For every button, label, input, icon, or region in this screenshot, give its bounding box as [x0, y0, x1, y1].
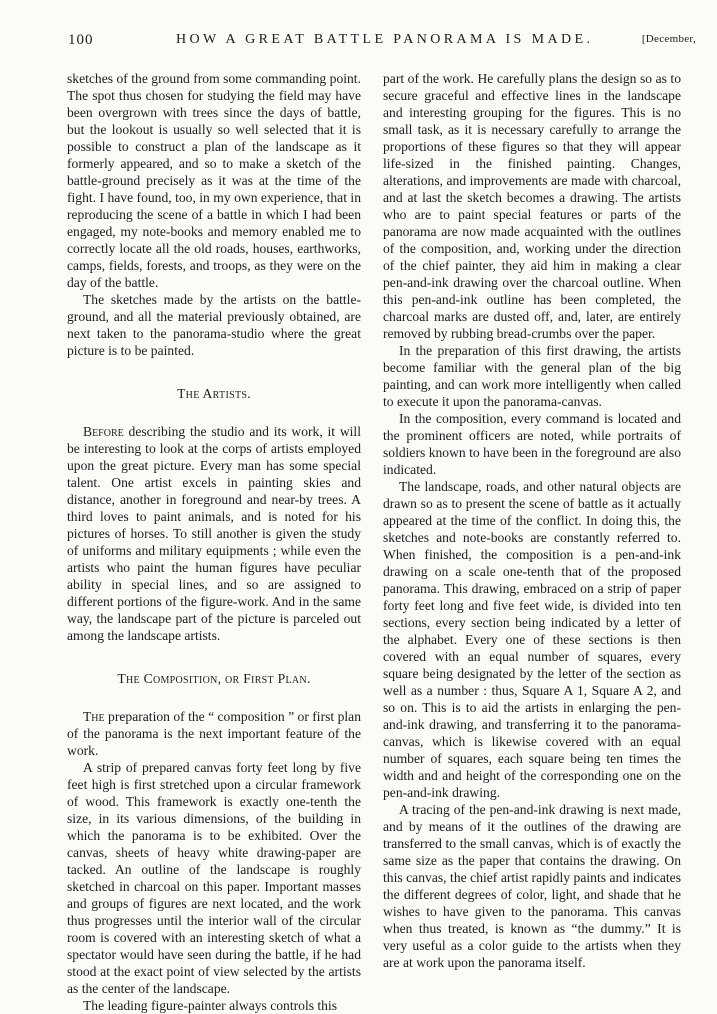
lead-word: Before [83, 424, 124, 439]
running-title: HOW A GREAT BATTLE PANORAMA IS MADE. [176, 32, 594, 47]
paragraph: The landscape, roads, and other natural objects are drawn so as to present the scene of battle as it actually appeared at the time of the conflict. In doing this, the sketches and note-books are constantly referred to. When finished, the composition is a pen-and-ink drawing on a scale one-tenth that of the proposed panorama. This drawing, embraced on a strip of paper forty feet long and five feet wide, is divided into ten sections, every section being indicated by a letter of the alphabet. Every one of these sections is then covered with an equal number of squares, every square being designated by the letter of the section as well as a number : thus, Square A 1, Square A 2, and so on. This is to aid the artists in enlarging the pen-and-ink drawing, and transferring it to the panorama-canvas, which is likewise covered with an equal number of squares, each square being ten times the width and and height of the corresponding one on the pen-and-ink drawing. [383, 479, 681, 800]
paragraph: In the preparation of this first drawing, the artists become familiar with the general plan of the big painting, and can work more intelligently when called to execute it upon the panorama-canvas. [383, 343, 681, 409]
lead-word: The [83, 709, 105, 724]
right-column [383, 70, 681, 971]
section-heading-artists: The Artists. [177, 386, 251, 401]
paragraph [67, 708, 361, 759]
paragraph: In the composition, every command is located and the prominent officers are noted, while portraits of soldiers known to have been in the foreground are also indicated. [383, 411, 681, 477]
paragraph [67, 423, 361, 644]
paragraph-text: describing the studio and its work, it will be interesting to look at the corps of artists employed upon the great picture. Every man has some special talent. One artist excels in painting skies and distance, another in foreground and near-by trees. A third loves to paint animals, and is noted for his pictures of horses. To still another is given the study of uniforms and military equipments ; while even the artists who paint the human figures have peculiar ability in special lines, and so are assigned to different portions of the figure-work. And in the same way, the landscape part of the picture is parceled out among the landscape artists. [67, 424, 361, 643]
paragraph: A strip of prepared canvas forty feet long by five feet high is first stretched upon a circular framework of wood. This framework is exactly one-tenth the size, in its various dimensions, of the building in which the panorama is to be exhibited. Over the canvas, sheets of heavy white drawing-paper are tacked. An outline of the landscape is roughly sketched in charcoal on this paper. Important masses and groups of figures are next located, and the work thus progresses until the interior wall of the circular room is covered with an interesting sketch of what a spectator would have seen during the battle, if he had stood at the exact point of view selected by the artists as the center of the landscape. [67, 760, 361, 996]
paragraph: sketches of the ground from some commanding point. The spot thus chosen for studying the field may have been overgrown with trees since the days of battle, but the lookout is usually so well selected that it is possible to construct a plan of the landscape as it formerly appeared, and so to make a sketch of the battle-ground precisely as it was at the time of the fight. I have found, too, in my own experience, that in reproducing the scene of a battle in which I had been engaged, my note-books and memory enabled me to correctly locate all the old roads, houses, earthworks, camps, fields, forests, and troops, as they were on the day of the battle. [67, 71, 361, 290]
paragraph: part of the work. He carefully plans the design so as to secure graceful and effective lines in the landscape and interesting grouping for the figures. This is no small task, as it is necessary carefully to arrange the proportions of these figures so that they will appear life-sized in the finished painting. Changes, alterations, and improvements are made with charcoal, and at last the sketch becomes a drawing. The artists who are to paint special features or parts of the panorama are now made acquainted with the outlines of the composition, and, working under the direction of the chief painter, they aid him in making a clear pen-and-ink drawing over the charcoal outline. When this pen-and-ink outline has been completed, the charcoal marks are dusted off, and, later, are entirely removed by rubbing bread-crumbs over the paper. [383, 71, 681, 341]
running-header [68, 32, 696, 52]
section-heading-composition: The Composition, or First Plan. [117, 671, 311, 686]
left-column [67, 70, 361, 1014]
paragraph: The sketches made by the artists on the battle-ground, and all the material previously obtained, are next taken to the panorama-studio where the great picture is to be painted. [67, 292, 361, 358]
page-number: 100 [68, 32, 94, 48]
paragraph: The leading figure-painter always controls this [83, 998, 338, 1013]
paragraph: A tracing of the pen-and-ink drawing is next made, and by means of it the outlines of the drawing are transferred to the small canvas, which is of exactly the same size as the paper that contains the drawing. On this canvas, the chief artist rapidly paints and indicates the different degrees of color, light, and shade that he wishes to have given to the panorama. This canvas when thus treated, is known as “the dummy.” It is very useful as a color guide to the artists when they are at work upon the panorama itself. [383, 802, 681, 970]
issue-label: [December, [641, 33, 696, 45]
paragraph-text: preparation of the “ composition ” or first plan of the panorama is the next important feature of the work. [67, 709, 361, 758]
